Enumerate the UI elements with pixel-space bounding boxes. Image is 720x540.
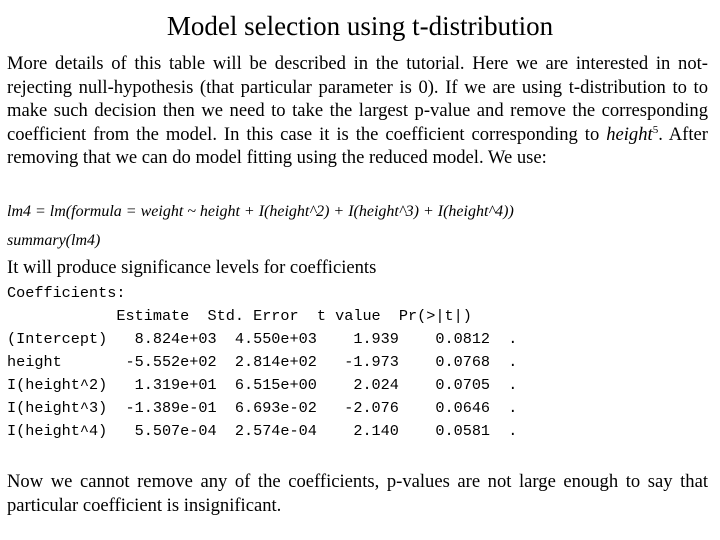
intro-text-part2: . After removing that we can do model fitting using the reduced model. We use: [7, 123, 708, 168]
table-row: height -5.552e+02 2.814e+02 -1.973 0.0768 . [7, 353, 518, 371]
significance-intro: It will produce significance levels for coefficients [7, 257, 377, 278]
code-line-lm4: lm4 = lm(formula = weight ~ height + I(height^2) + I(height^3) + I(height^4)) [7, 203, 514, 220]
conclusion-paragraph: Now we cannot remove any of the coefficients, p-values are not large enough to say that particular coefficient is insignificant. [7, 471, 708, 516]
table-row: (Intercept) 8.824e+03 4.550e+03 1.939 0.0812 . [7, 330, 518, 348]
table-row: I(height^4) 5.507e-04 2.574e-04 2.140 0.0581 . [7, 422, 518, 440]
coefficients-header-row: Estimate Std. Error t value Pr(>|t|) [7, 307, 472, 325]
height-exponent: 5 [652, 123, 659, 136]
table-row: I(height^2) 1.319e+01 6.515e+00 2.024 0.0705 . [7, 376, 518, 394]
coefficients-table [7, 282, 517, 443]
height-term: height [606, 123, 653, 145]
coefficients-heading: Coefficients: [7, 284, 126, 302]
intro-paragraph [7, 52, 708, 170]
slide-title: Model selection using t-distribution [166, 11, 554, 41]
intro-text-part1: More details of this table will be described in the tutorial. Here we are interested in not-rejecting null-hypothesis (that particular parameter is 0). If we are using t-distribution to to make such decision then we need to take the largest p-value and remove the corresponding coefficient from the model. In this case it is the coefficient corresponding to [7, 53, 708, 145]
code-line-summary: summary(lm4) [7, 232, 101, 249]
table-row: I(height^3) -1.389e-01 6.693e-02 -2.076 0.0646 . [7, 399, 518, 417]
